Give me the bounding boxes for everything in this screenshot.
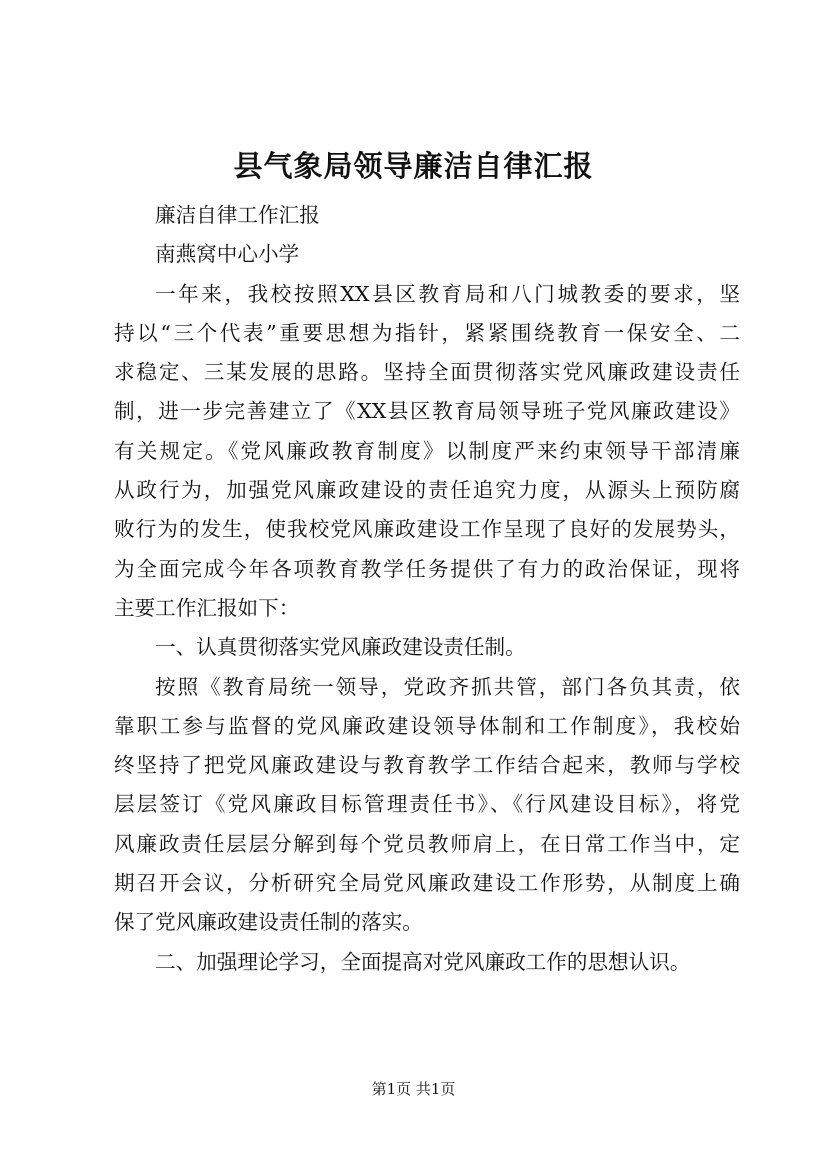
paragraph-line: 为全面完成今年各项教育教学任务提供了有力的政治保证，现将 xyxy=(114,556,740,581)
paragraph-line: 层层签订《党风廉政目标管理责任书》、《行风建设目标》，将党 xyxy=(114,792,740,817)
paragraph-line: 南燕窝中心小学 xyxy=(155,242,300,267)
paragraph-line: 二、加强理论学习，全面提高对党风廉政工作的思想认识。 xyxy=(155,949,691,974)
page-footer: 第1页 共1页 xyxy=(371,1080,456,1098)
paragraph xyxy=(114,943,740,982)
paragraph xyxy=(114,668,740,943)
paragraph-line: 期召开会议，分析研究全局党风廉政建设工作形势，从制度上确 xyxy=(114,871,740,896)
document-body xyxy=(114,196,740,982)
paragraph-line: 败行为的发生，使我校党风廉政建设工作呈现了良好的发展势头， xyxy=(114,517,740,542)
paragraph-line: 持以“三个代表”重要思想为指针，紧紧围绕教育一保安全、二 xyxy=(114,320,740,345)
paragraph-line: 保了党风廉政建设责任制的落实。 xyxy=(114,910,423,935)
paragraph-line: 一年来，我校按照XX县区教育局和八门城教委的要求，坚 xyxy=(155,281,740,306)
paragraph-line: 有关规定。《党风廉政教育制度》以制度严来约束领导干部清廉 xyxy=(114,438,740,463)
paragraph-line: 按照《教育局统一领导，党政齐抓共管，部门各负其责，依 xyxy=(155,674,740,699)
document-title: 县气象局领导廉洁自律汇报 xyxy=(233,149,594,183)
paragraph xyxy=(114,275,740,629)
paragraph-line: 终坚持了把党风廉政建设与教育教学工作结合起来，教师与学校 xyxy=(114,753,740,778)
paragraph xyxy=(114,196,740,235)
paragraph-line: 主要工作汇报如下： xyxy=(114,595,300,620)
paragraph-line: 靠职工参与监督的党风廉政建设领导体制和工作制度》，我校始 xyxy=(114,713,740,738)
paragraph-line: 廉洁自律工作汇报 xyxy=(155,203,320,227)
paragraph-line: 风廉政责任层层分解到每个党员教师肩上，在日常工作当中，定 xyxy=(114,831,740,856)
paragraph xyxy=(114,235,740,274)
paragraph xyxy=(114,628,740,667)
paragraph-line: 求稳定、三某发展的思路。坚持全面贯彻落实党风廉政建设责任 xyxy=(114,360,740,385)
paragraph-line: 制，进一步完善建立了《XX县区教育局领导班子党风廉政建设》 xyxy=(114,399,740,424)
paragraph-line: 从政行为，加强党风廉政建设的责任追究力度，从源头上预防腐 xyxy=(114,478,740,503)
paragraph-line: 一、认真贯彻落实党风廉政建设责任制。 xyxy=(155,635,526,660)
